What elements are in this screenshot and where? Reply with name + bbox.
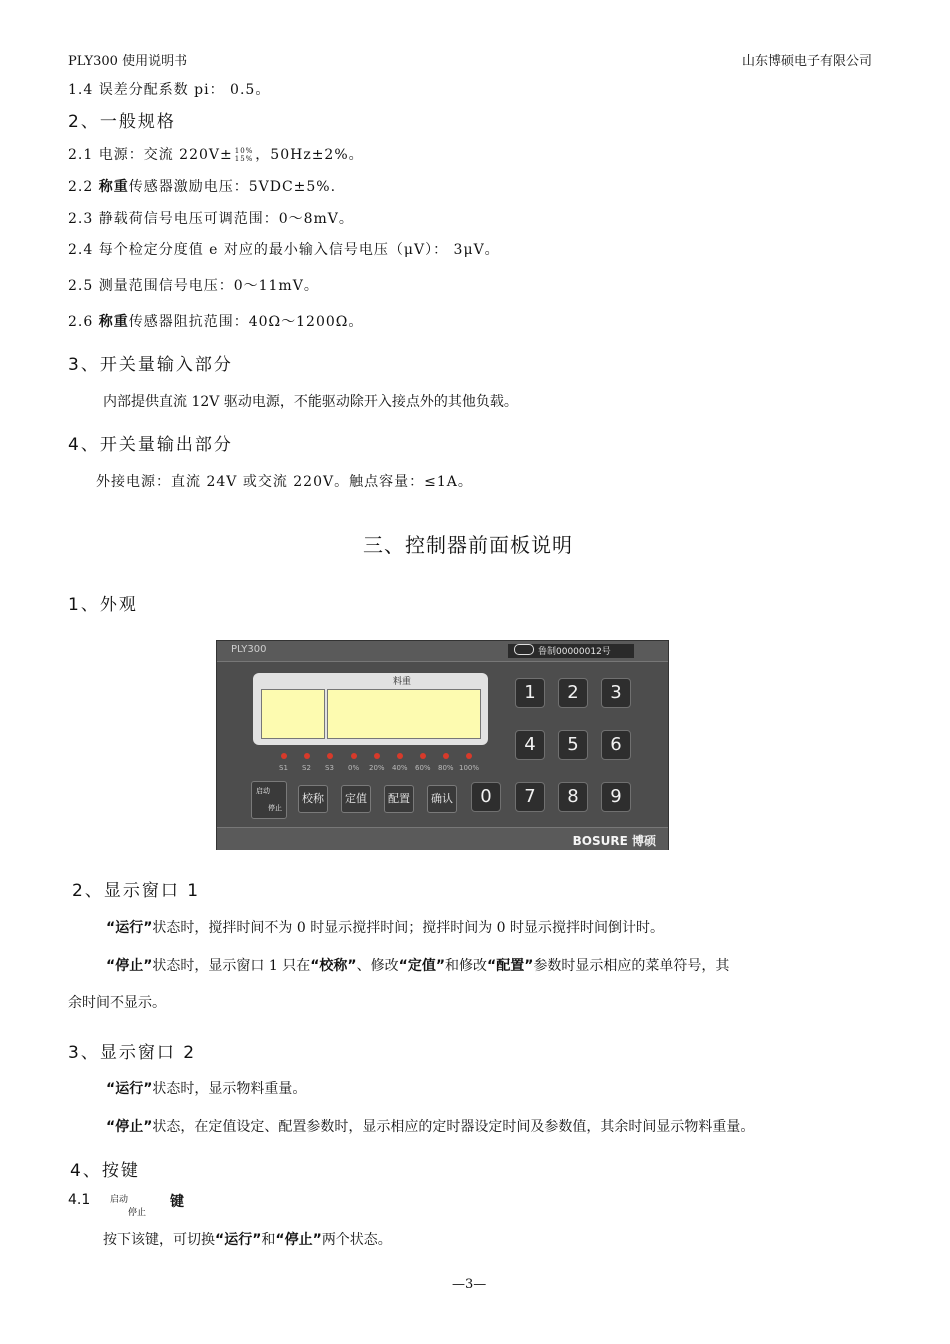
key-suffix: 键 [170,1194,184,1210]
spec-bold: 称重 [98,179,129,195]
para-text: 和修改 [445,958,488,974]
section-4-title: 4、开关量输出部分 [68,435,233,455]
para-text: 和 [261,1232,276,1248]
quoted-term: “停止” [275,1232,322,1248]
led-s3 [327,753,333,759]
key-4-1-body [103,1229,392,1249]
panel-top-bar [217,641,668,662]
key-confirm: 确认 [427,785,457,813]
quoted-term: “定值” [398,958,446,974]
header-left: PLY300 使用说明书 [68,54,188,69]
sub-2-title: 2、显示窗口 1 [72,881,201,901]
section-3-body: 内部提供直流 12V 驱动电源，不能驱动除开入接点外的其他负载。 [103,394,518,410]
spec-2-2 [68,176,336,196]
cmc-badge-icon [514,644,534,655]
stop-label: 停止 [268,804,282,812]
cert-text: 鲁制00000012号 [538,647,611,657]
para-text: 状态时，显示窗口 1 只在 [152,958,311,974]
para-text: 、修改 [356,958,399,974]
front-panel-image [216,640,669,850]
quoted-term: “运行” [106,1081,153,1097]
key-num: 4.1 [68,1192,91,1208]
quoted-term: “运行” [215,1232,262,1248]
led-label: 60% [415,764,431,772]
display-label: 料重 [393,677,412,687]
led-40 [397,753,403,759]
stop-small: 停止 [128,1208,147,1218]
brand-logo: BOSURE 博硕 [572,834,656,848]
para-text: 参数时显示相应的菜单符号，其 [533,958,730,974]
key-3: 3 [601,678,631,708]
quoted-term: “运行” [106,920,153,936]
spec-text: 传感器阻抗范围：40Ω～1200Ω。 [128,314,364,330]
frac-top: 10% [234,147,254,155]
display-window-2 [327,689,481,739]
spec-bold: 称重 [98,314,129,330]
quoted-term: “停止” [106,958,153,974]
section-3-title: 3、开关量输入部分 [68,355,233,375]
led-80 [443,753,449,759]
led-label: 0% [348,764,360,772]
led-label: S3 [325,764,334,772]
led-100 [466,753,472,759]
led-label: 40% [392,764,408,772]
spec-2-1 [68,144,364,164]
sub-2-para-2 [106,955,729,975]
sub-1-title: 1、外观 [68,595,138,615]
start-stop-key [251,781,287,819]
spec-2-3: 2.3 静载荷信号电压可调范围：0～8mV。 [68,211,354,227]
tolerance-fraction [235,147,254,163]
para-text: 状态时，显示物料重量。 [152,1081,307,1097]
chapter-title: 三、控制器前面板说明 [363,533,573,557]
panel-model: PLY300 [231,644,267,655]
spec-2-4: 2.4 每个检定分度值 e 对应的最小输入信号电压（μV）： 3μV。 [68,242,500,258]
sub-3-para-2 [106,1116,754,1136]
led-label: 80% [438,764,454,772]
key-setpoint: 定值 [341,785,371,813]
spec-num: 2.6 [68,314,99,330]
led-60 [420,753,426,759]
spec-2-1-suffix: ，50Hz±2%。 [255,147,364,163]
spec-2-5: 2.5 测量范围信号电压：0～11mV。 [68,278,319,294]
quoted-term: “停止” [106,1119,153,1135]
led-label: S2 [302,764,311,772]
key-4: 4 [515,730,545,760]
led-0 [351,753,357,759]
para-text: 按下该键，可切换 [103,1232,215,1248]
key-calibrate: 校称 [298,785,328,813]
spec-2-1-prefix: 2.1 电源：交流 220V± [68,147,233,163]
key-0: 0 [471,782,501,812]
section-4-body: 外接电源：直流 24V 或交流 220V。触点容量：≤1A。 [96,474,473,490]
sub-4-title: 4、按键 [70,1161,140,1181]
led-label: S1 [279,764,288,772]
section-2-title: 2、一般规格 [68,112,176,132]
spec-2-6 [68,311,363,331]
para-text: 状态时，搅拌时间不为 0 时显示搅拌时间；搅拌时间为 0 时显示搅拌时间倒计时。 [152,920,665,936]
quoted-term: “配置” [487,958,534,974]
key-4-1-heading [68,1190,268,1220]
led-label: 100% [459,764,480,772]
spec-text: 传感器激励电压：5VDC±5%. [128,179,337,195]
led-s1 [281,753,287,759]
led-s2 [304,753,310,759]
key-6: 6 [601,730,631,760]
para-text: 状态，在定值设定、配置参数时，显示相应的定时器设定时间及参数值，其余时间显示物料重量。 [152,1119,755,1135]
sub-3-para-1 [106,1078,306,1098]
key-9: 9 [601,782,631,812]
key-8: 8 [558,782,588,812]
key-5: 5 [558,730,588,760]
frac-bottom: 15% [234,155,254,163]
display-frame [253,673,488,745]
led-20 [374,753,380,759]
display-window-1 [261,689,325,739]
key-config: 配置 [384,785,414,813]
sub-2-para-1 [106,917,664,937]
led-label: 20% [369,764,385,772]
header-right: 山东博硕电子有限公司 [741,54,872,69]
sub-2-para-2-cont: 余时间不显示。 [68,995,166,1011]
page-number: —3— [452,1277,487,1292]
certification-label [508,644,634,658]
start-small: 启动 [110,1195,129,1205]
spec-num: 2.2 [68,179,99,195]
line-1-4: 1.4 误差分配系数 pi： 0.5。 [68,82,271,98]
para-text: 两个状态。 [321,1232,392,1248]
panel-bottom-bar [217,827,668,850]
quoted-term: “校称” [310,958,357,974]
key-1: 1 [515,678,545,708]
key-2: 2 [558,678,588,708]
key-7: 7 [515,782,545,812]
sub-3-title: 3、显示窗口 2 [68,1043,197,1063]
start-label: 启动 [256,787,270,795]
